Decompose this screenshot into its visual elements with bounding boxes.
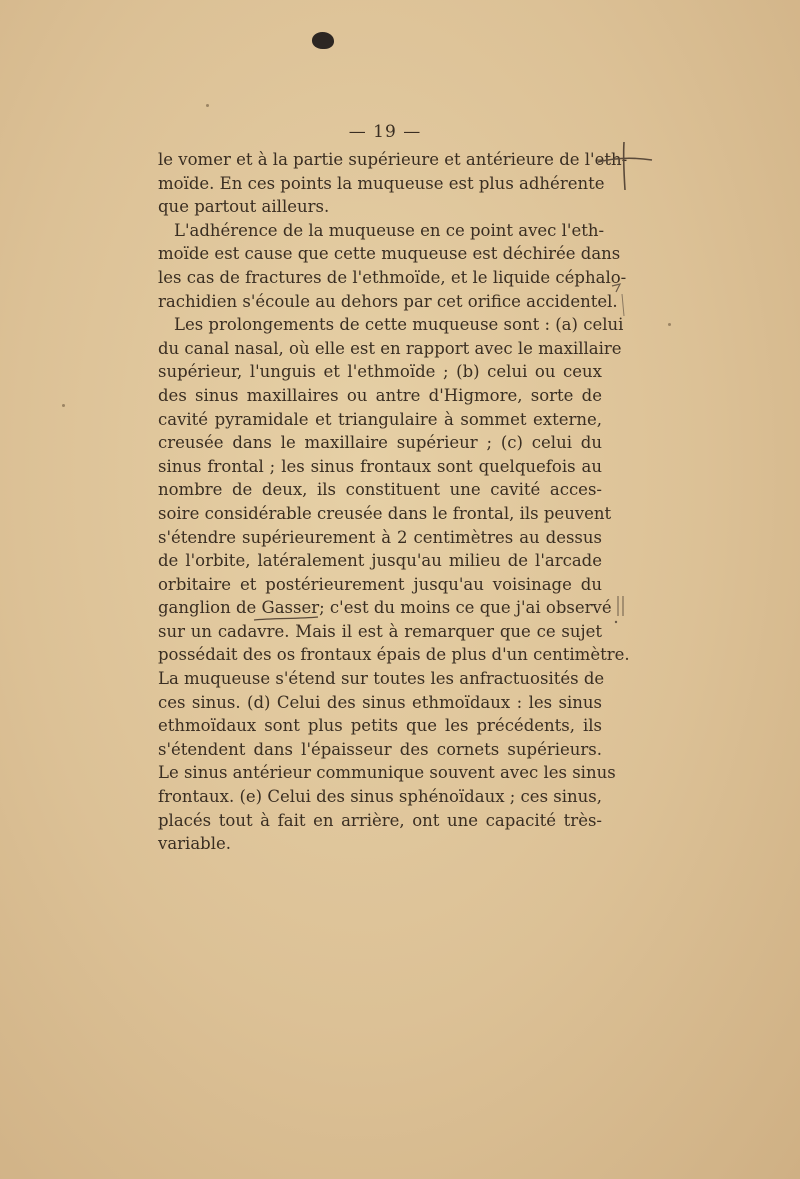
text-line: sur un cadavre. Mais il est à remarquer que ce sujet (158, 621, 602, 641)
pencil-underline-mark (252, 612, 322, 624)
text-line: du canal nasal, où elle est en rapport avec le maxillaire (158, 338, 622, 358)
text-line: ces sinus. (d) Celui des sinus ethmoïdaux : les sinus (158, 692, 602, 712)
text-line: s'étendent dans l'épaisseur des cornets supérieurs. (158, 739, 602, 759)
text-line: sinus frontal ; les sinus frontaux sont quelquefois au (158, 456, 602, 476)
text-line: Les prolongements de cette muqueuse sont : (a) celui (174, 315, 624, 335)
text-line: de l'orbite, latéralement jusqu'au milieu de l'arcade (158, 551, 602, 571)
text-line: que partout ailleurs. (158, 197, 330, 217)
text-line: cavité pyramidale et triangulaire à sommet externe, (158, 409, 602, 429)
paper-speck (668, 323, 671, 326)
pencil-margin-mark-icon (610, 592, 630, 632)
text-line: frontaux. (e) Celui des sinus sphénoïdaux ; ces sinus, (158, 787, 602, 807)
text-line: orbitaire et postérieurement jusqu'au voisinage du (158, 574, 602, 594)
text-line: moïde. En ces points la muqueuse est plus adhérente (158, 173, 605, 193)
text-line: La muqueuse s'étend sur toutes les anfractuosités de (158, 669, 605, 689)
text-line: soire considérable creusée dans le frontal, ils peuvent (158, 503, 612, 523)
text-line: ganglion de Gasser; c'est du moins ce que j'ai observé (158, 598, 612, 618)
paper-speck (62, 404, 65, 407)
text-line: creusée dans le maxillaire supérieur ; (c) celui du (158, 433, 602, 453)
text-line: ethmoïdaux sont plus petits que les précédents, ils (158, 716, 602, 736)
text-line: placés tout à fait en arrière, ont une capacité très- (158, 810, 602, 830)
paper-speck (206, 104, 209, 107)
text-line: les cas de fractures de l'ethmoïde, et le liquide céphalo- (158, 267, 627, 287)
text-line: des sinus maxillaires ou antre d'Higmore, sorte de (158, 385, 602, 405)
text-line: rachidien s'écoule au dehors par cet orifice accidentel. (158, 291, 618, 311)
page-number: — 19 — (348, 122, 422, 142)
text-line: possédait des os frontaux épais de plus d'un centimètre. (158, 645, 630, 665)
text-line: nombre de deux, ils constituent une cavité acces- (158, 480, 602, 500)
ink-blot-icon (312, 32, 334, 49)
pencil-margin-mark-icon (606, 280, 628, 320)
text-line: Le sinus antérieur communique souvent avec les sinus (158, 763, 616, 783)
text-line: variable. (158, 834, 232, 854)
text-line: le vomer et à la partie supérieure et antérieure de l'eth- (158, 150, 628, 169)
text-line: s'étendre supérieurement à 2 centimètres au dessus (158, 527, 602, 547)
pencil-cross-mark-icon (596, 138, 656, 198)
text-line: moïde est cause que cette muqueuse est déchirée dans (158, 244, 621, 264)
text-line: supérieur, l'unguis et l'ethmoïde ; (b) celui ou ceux (158, 362, 602, 382)
text-line: L'adhérence de la muqueuse en ce point avec l'eth- (174, 220, 605, 240)
body-text (158, 148, 630, 856)
